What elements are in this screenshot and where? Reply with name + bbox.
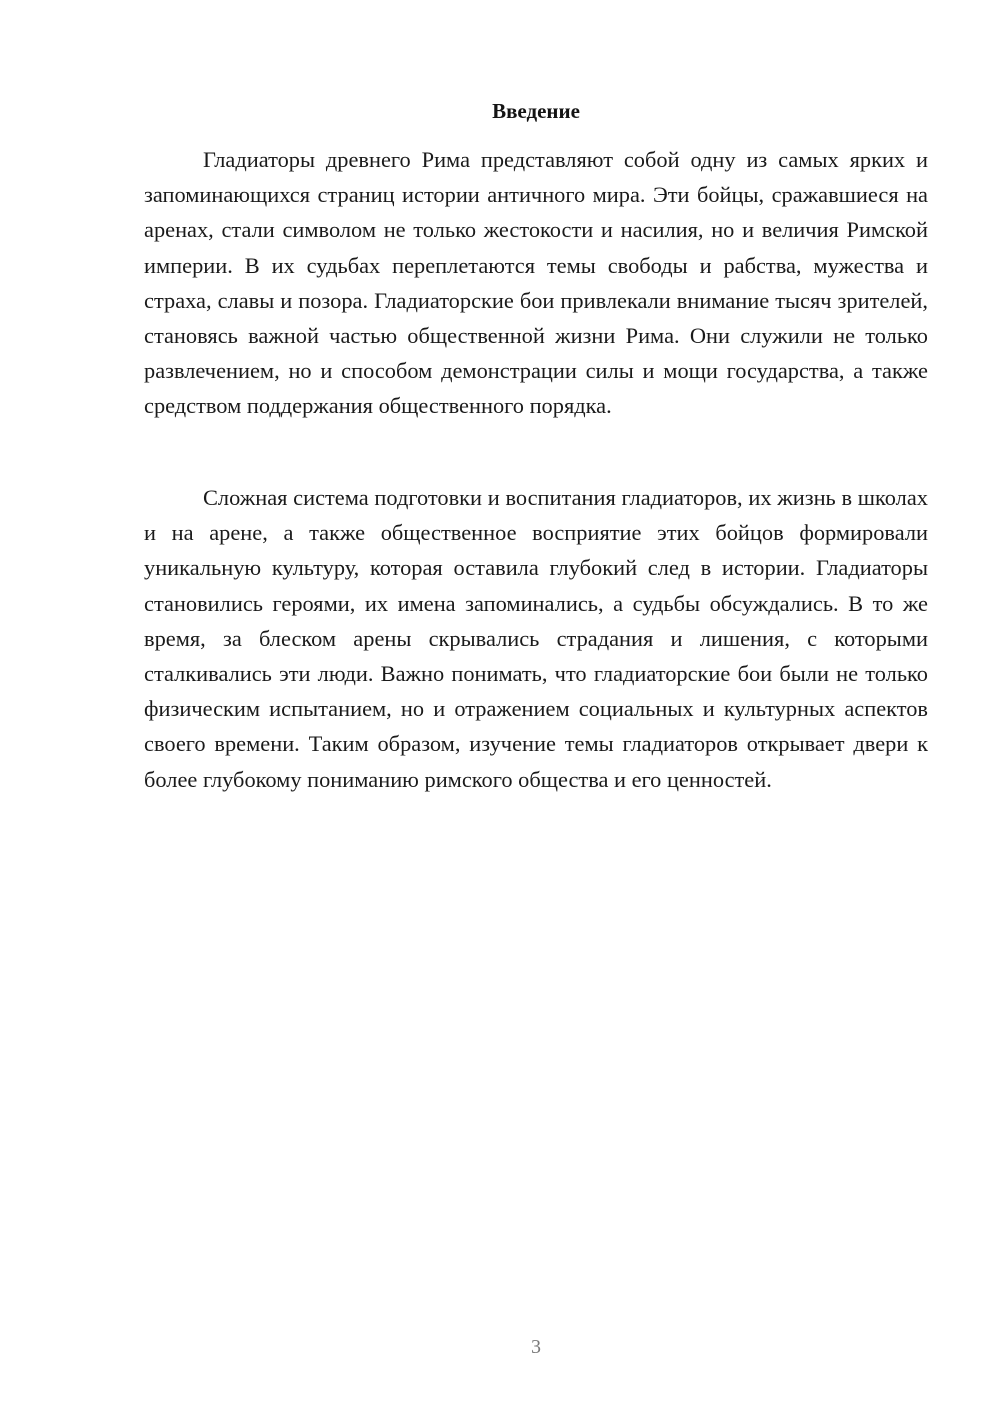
paragraph-intro: Гладиаторы древнего Рима представляют собой одну из самых ярких и запоминающихся страниц истории античного мира. Эти бойцы, сражавшиеся на аренах, стали символом не только жестокости и насилия, но и величия Римской империи. В их судьбах переплетаются темы свободы и рабства, мужества и страха, славы и позора. Гладиаторские бои привлекали внимание тысяч зрителей, становясь важной частью общественной жизни Рима. Они служили не только развлечением, но и способом демонстрации силы и мощи государства, а также средством поддержания общественного порядка. [144, 147, 928, 419]
page-number: 3 [531, 1336, 541, 1358]
paragraph-culture: Сложная система подготовки и воспитания гладиаторов, их жизнь в школах и на арене, а также общественное восприятие этих бойцов формировали уникальную культуру, которая оставила глубокий след в истории. Гладиаторы становились героями, их имена запоминались, а судьбы обсуждались. В то же время, за блеском арены скрывались страдания и лишения, с которыми сталкивались эти люди. Важно понимать, что гладиаторские бои были не только физическим испытанием, но и отражением социальных и культурных аспектов своего времени. Таким образом, изучение темы гладиаторов открывает двери к более глубокому пониманию римского общества и его ценностей. [144, 485, 928, 792]
section-heading: Введение [492, 99, 580, 123]
